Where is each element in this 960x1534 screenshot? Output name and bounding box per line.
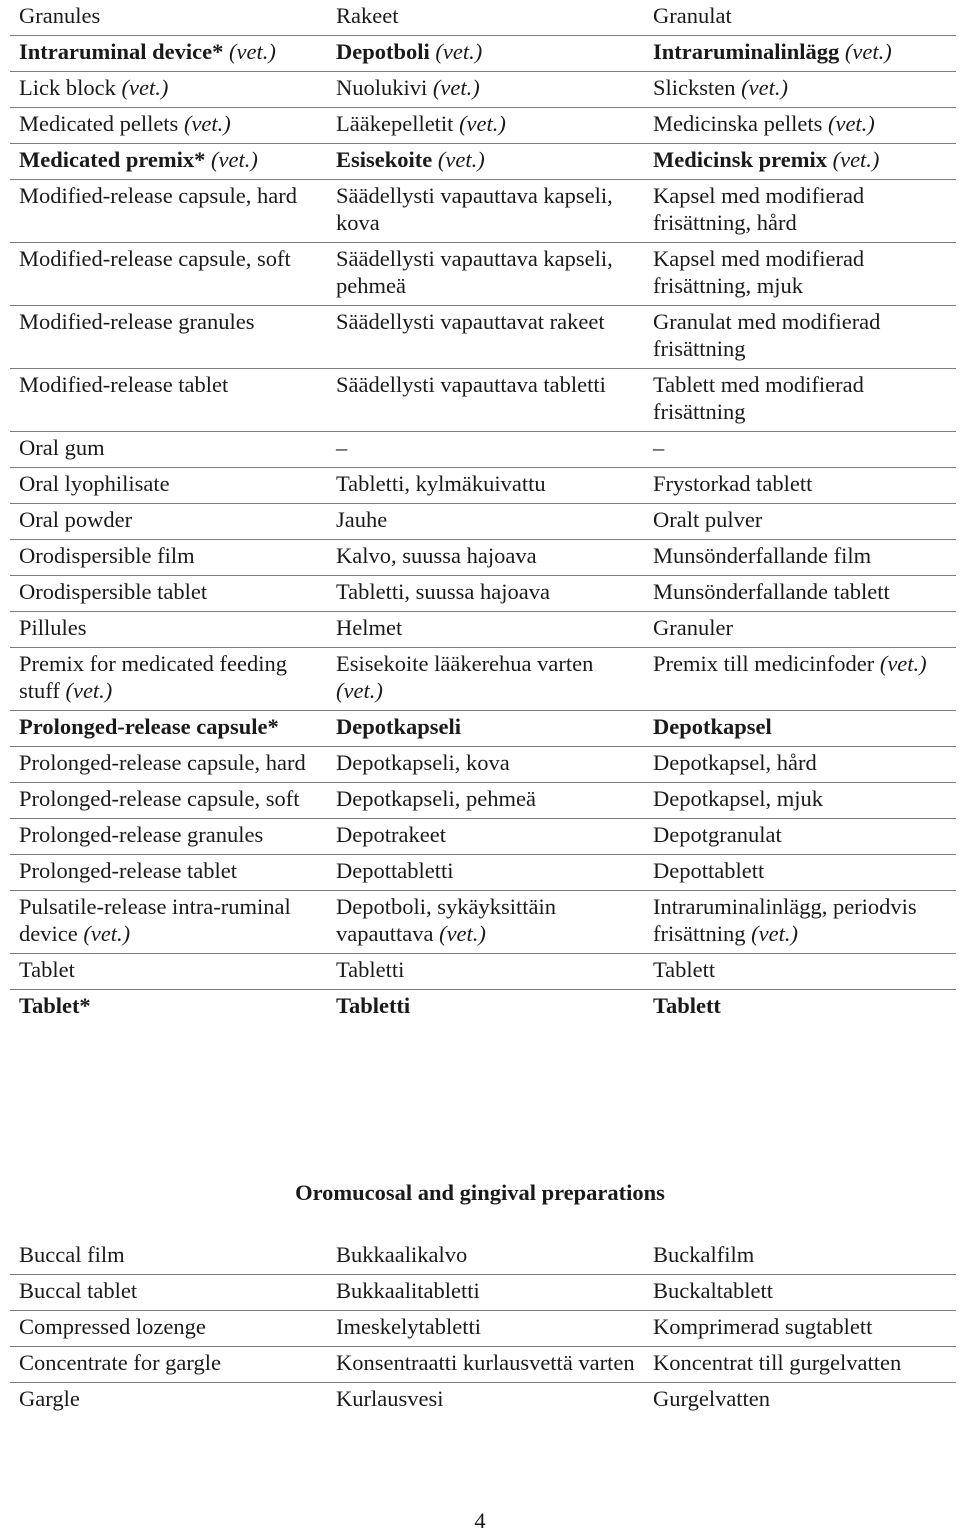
vet-marker: (vet.): [459, 111, 506, 136]
finnish-term: [327, 650, 644, 704]
term-text: Esisekoite: [336, 147, 433, 172]
vet-marker: (vet.): [432, 75, 480, 100]
term-text: Depotkapsel, mjuk: [653, 786, 823, 811]
term-text: Nuolukivi: [336, 75, 428, 100]
page-number: 4: [474, 1508, 486, 1533]
section-title: Oromucosal and gingival preparations: [295, 1180, 665, 1205]
term-text: Depotkapsel: [653, 714, 772, 739]
swedish-term: [644, 956, 956, 983]
table-row: [10, 1347, 956, 1383]
swedish-term: [644, 1241, 956, 1268]
term-text: Depotgranulat: [653, 822, 782, 847]
swedish-term: [644, 614, 956, 641]
finnish-term: [327, 614, 644, 641]
term-text: Granules: [19, 3, 101, 28]
english-term: [10, 542, 327, 569]
term-text: Depotkapseli, kova: [336, 750, 510, 775]
finnish-term: [327, 371, 644, 425]
swedish-term: [644, 992, 956, 1019]
oromucosal-table: [10, 1239, 956, 1418]
table-row: [10, 540, 956, 576]
english-term: [10, 578, 327, 605]
term-text: Granuler: [653, 615, 733, 640]
term-text: Slicksten: [653, 75, 736, 100]
term-text: Munsönderfallande tablett: [653, 579, 890, 604]
table-row: [10, 783, 956, 819]
vet-marker: (vet.): [336, 678, 383, 703]
english-term: [10, 1349, 327, 1376]
finnish-term: [327, 713, 644, 740]
finnish-term: [327, 38, 644, 65]
table-row: [10, 432, 956, 468]
swedish-term: [644, 506, 956, 533]
term-text: Bukkaalitabletti: [336, 1278, 480, 1303]
vet-marker: (vet.): [83, 921, 131, 946]
term-text: –: [336, 435, 348, 460]
table-row: [10, 1311, 956, 1347]
swedish-term: [644, 434, 956, 461]
table-row: [10, 180, 956, 243]
term-text: Oralt pulver: [653, 507, 763, 532]
vet-marker: (vet.): [435, 39, 483, 64]
finnish-term: [327, 1313, 644, 1340]
swedish-term: [644, 893, 956, 947]
finnish-term: [327, 1349, 644, 1376]
term-text: Koncentrat till gurgelvatten: [653, 1350, 902, 1375]
table-row: [10, 612, 956, 648]
english-term: [10, 1241, 327, 1268]
term-text: Prolonged-release capsule, soft: [19, 786, 300, 811]
term-text: –: [653, 435, 665, 460]
finnish-term: [327, 245, 644, 299]
term-text: Tabletti: [336, 993, 411, 1018]
swedish-term: [644, 38, 956, 65]
swedish-term: [644, 470, 956, 497]
english-term: [10, 506, 327, 533]
english-term: [10, 146, 327, 173]
term-text: Oral powder: [19, 507, 133, 532]
vet-marker: (vet.): [751, 921, 798, 946]
term-text: Esisekoite lääkerehua varten: [336, 651, 594, 676]
swedish-term: [644, 146, 956, 173]
finnish-term: [327, 578, 644, 605]
term-text: Premix till medicinfoder: [653, 651, 875, 676]
term-text: Kapsel med modifierad frisättning, hård: [653, 183, 865, 235]
dosage-forms-table: [10, 0, 956, 1025]
vet-marker: (vet.): [121, 75, 169, 100]
finnish-term: [327, 893, 644, 947]
term-text: Tabletti, kylmäkuivattu: [336, 471, 546, 496]
term-text: Modified-release tablet: [19, 372, 229, 397]
swedish-term: [644, 2, 956, 29]
table-row: [10, 72, 956, 108]
term-text: Lääkepelletit: [336, 111, 454, 136]
term-text: Tablett: [653, 993, 721, 1018]
table-row: [10, 0, 956, 36]
swedish-term: [644, 650, 956, 704]
term-text: Premix for medicated feeding stuff: [19, 651, 288, 703]
swedish-term: [644, 371, 956, 425]
term-text: Depotkapseli, pehmeä: [336, 786, 536, 811]
swedish-term: [644, 542, 956, 569]
english-term: [10, 956, 327, 983]
table-row: [10, 648, 956, 711]
swedish-term: [644, 785, 956, 812]
term-text: Säädellysti vapauttava tabletti: [336, 372, 606, 397]
vet-marker: (vet.): [183, 111, 231, 136]
english-term: [10, 110, 327, 137]
term-text: Imeskelytabletti: [336, 1314, 481, 1339]
term-text: Depotboli, sykäyksittäin vapauttava: [336, 894, 556, 946]
swedish-term: [644, 1385, 956, 1412]
english-term: [10, 821, 327, 848]
term-text: Medicated premix*: [19, 147, 206, 172]
term-text: Buccal film: [19, 1242, 125, 1267]
english-term: [10, 749, 327, 776]
table-row: [10, 306, 956, 369]
term-text: Granulat med modifierad frisättning: [653, 309, 881, 361]
term-text: Rakeet: [336, 3, 399, 28]
term-text: Pillules: [19, 615, 87, 640]
vet-marker: (vet.): [65, 678, 113, 703]
swedish-term: [644, 1277, 956, 1304]
finnish-term: [327, 785, 644, 812]
english-term: [10, 785, 327, 812]
finnish-term: [327, 857, 644, 884]
term-text: Intraruminalinlägg: [653, 39, 840, 64]
vet-marker: (vet.): [832, 147, 880, 172]
finnish-term: [327, 1277, 644, 1304]
finnish-term: [327, 74, 644, 101]
term-text: Depotkapsel, hård: [653, 750, 817, 775]
term-text: Depotrakeet: [336, 822, 446, 847]
term-text: Säädellysti vapauttava kapseli, pehmeä: [336, 246, 613, 298]
term-text: Kapsel med modifierad frisättning, mjuk: [653, 246, 865, 298]
term-text: Medicated pellets: [19, 111, 179, 136]
term-text: Modified-release capsule, soft: [19, 246, 291, 271]
finnish-term: [327, 992, 644, 1019]
vet-marker: (vet.): [827, 111, 875, 136]
english-term: [10, 38, 327, 65]
table-row: [10, 1239, 956, 1275]
term-text: Depotkapseli: [336, 714, 462, 739]
term-text: Prolonged-release granules: [19, 822, 264, 847]
vet-marker: (vet.): [211, 147, 258, 172]
term-text: Tabletti, suussa hajoava: [336, 579, 550, 604]
term-text: Tablet: [19, 957, 75, 982]
english-term: [10, 308, 327, 362]
term-text: Concentrate for gargle: [19, 1350, 221, 1375]
finnish-term: [327, 506, 644, 533]
table-row: [10, 108, 956, 144]
term-text: Tablett: [653, 957, 716, 982]
english-term: [10, 74, 327, 101]
term-text: Säädellysti vapauttava kapseli, kova: [336, 183, 613, 235]
english-term: [10, 614, 327, 641]
term-text: Orodispersible tablet: [19, 579, 208, 604]
table-row: [10, 1383, 956, 1418]
term-text: Oral gum: [19, 435, 105, 460]
swedish-term: [644, 182, 956, 236]
english-term: [10, 434, 327, 461]
swedish-term: [644, 245, 956, 299]
finnish-term: [327, 749, 644, 776]
table-row: [10, 747, 956, 783]
term-text: Säädellysti vapauttavat rakeet: [336, 309, 605, 334]
table-row: [10, 243, 956, 306]
finnish-term: [327, 2, 644, 29]
english-term: [10, 1313, 327, 1340]
english-term: [10, 992, 327, 1019]
english-term: [10, 893, 327, 947]
table-row: [10, 1275, 956, 1311]
term-text: Depottablett: [653, 858, 765, 883]
finnish-term: [327, 1241, 644, 1268]
finnish-term: [327, 470, 644, 497]
vet-marker: (vet.): [228, 39, 276, 64]
term-text: Prolonged-release tablet: [19, 858, 238, 883]
table-row: [10, 468, 956, 504]
term-text: Tabletti: [336, 957, 405, 982]
term-text: Lick block: [19, 75, 116, 100]
english-term: [10, 245, 327, 299]
term-text: Compressed lozenge: [19, 1314, 206, 1339]
english-term: [10, 371, 327, 425]
table-row: [10, 711, 956, 747]
term-text: Orodispersible film: [19, 543, 195, 568]
finnish-term: [327, 182, 644, 236]
table-row: [10, 891, 956, 954]
vet-marker: (vet.): [844, 39, 892, 64]
term-text: Prolonged-release capsule, hard: [19, 750, 306, 775]
english-term: [10, 713, 327, 740]
finnish-term: [327, 146, 644, 173]
swedish-term: [644, 749, 956, 776]
term-text: Gurgelvatten: [653, 1386, 771, 1411]
term-text: Pulsatile-release intra-ruminal device: [19, 894, 291, 946]
table-row: [10, 855, 956, 891]
swedish-term: [644, 1349, 956, 1376]
english-term: [10, 650, 327, 704]
term-text: Modified-release capsule, hard: [19, 183, 297, 208]
swedish-term: [644, 713, 956, 740]
term-text: Komprimerad sugtablett: [653, 1314, 873, 1339]
term-text: Konsentraatti kurlausvettä varten: [336, 1350, 635, 1375]
english-term: [10, 857, 327, 884]
term-text: Kurlausvesi: [336, 1386, 444, 1411]
swedish-term: [644, 857, 956, 884]
table-row: [10, 990, 956, 1025]
finnish-term: [327, 1385, 644, 1412]
term-text: Medicinsk premix: [653, 147, 827, 172]
finnish-term: [327, 110, 644, 137]
table-row: [10, 819, 956, 855]
term-text: Modified-release granules: [19, 309, 255, 334]
english-term: [10, 470, 327, 497]
term-text: Depottabletti: [336, 858, 454, 883]
table-row: [10, 504, 956, 540]
english-term: [10, 182, 327, 236]
term-text: Oral lyophilisate: [19, 471, 170, 496]
vet-marker: (vet.): [879, 651, 927, 676]
term-text: Bukkaalikalvo: [336, 1242, 468, 1267]
english-term: [10, 1277, 327, 1304]
finnish-term: [327, 821, 644, 848]
term-text: Intraruminalinlägg, periodvis frisättning: [653, 894, 917, 946]
table-row: [10, 144, 956, 180]
swedish-term: [644, 74, 956, 101]
swedish-term: [644, 308, 956, 362]
table-row: [10, 576, 956, 612]
term-text: Intraruminal device*: [19, 39, 224, 64]
term-text: Munsönderfallande film: [653, 543, 872, 568]
term-text: Tablet*: [19, 993, 91, 1018]
term-text: Depotboli: [336, 39, 430, 64]
finnish-term: [327, 956, 644, 983]
table-row: [10, 36, 956, 72]
term-text: Medicinska pellets: [653, 111, 823, 136]
finnish-term: [327, 542, 644, 569]
term-text: Prolonged-release capsule*: [19, 714, 279, 739]
swedish-term: [644, 1313, 956, 1340]
swedish-term: [644, 110, 956, 137]
term-text: Granulat: [653, 3, 732, 28]
term-text: Buckaltablett: [653, 1278, 773, 1303]
swedish-term: [644, 821, 956, 848]
term-text: Buckalfilm: [653, 1242, 755, 1267]
term-text: Frystorkad tablett: [653, 471, 813, 496]
term-text: Gargle: [19, 1386, 80, 1411]
table-row: [10, 369, 956, 432]
finnish-term: [327, 434, 644, 461]
table-row: [10, 954, 956, 990]
vet-marker: (vet.): [437, 147, 485, 172]
term-text: Helmet: [336, 615, 403, 640]
english-term: [10, 1385, 327, 1412]
english-term: [10, 2, 327, 29]
finnish-term: [327, 308, 644, 362]
term-text: Jauhe: [336, 507, 388, 532]
vet-marker: (vet.): [741, 75, 788, 100]
swedish-term: [644, 578, 956, 605]
term-text: Kalvo, suussa hajoava: [336, 543, 537, 568]
vet-marker: (vet.): [439, 921, 486, 946]
term-text: Buccal tablet: [19, 1278, 138, 1303]
term-text: Tablett med modifierad frisättning: [653, 372, 864, 424]
